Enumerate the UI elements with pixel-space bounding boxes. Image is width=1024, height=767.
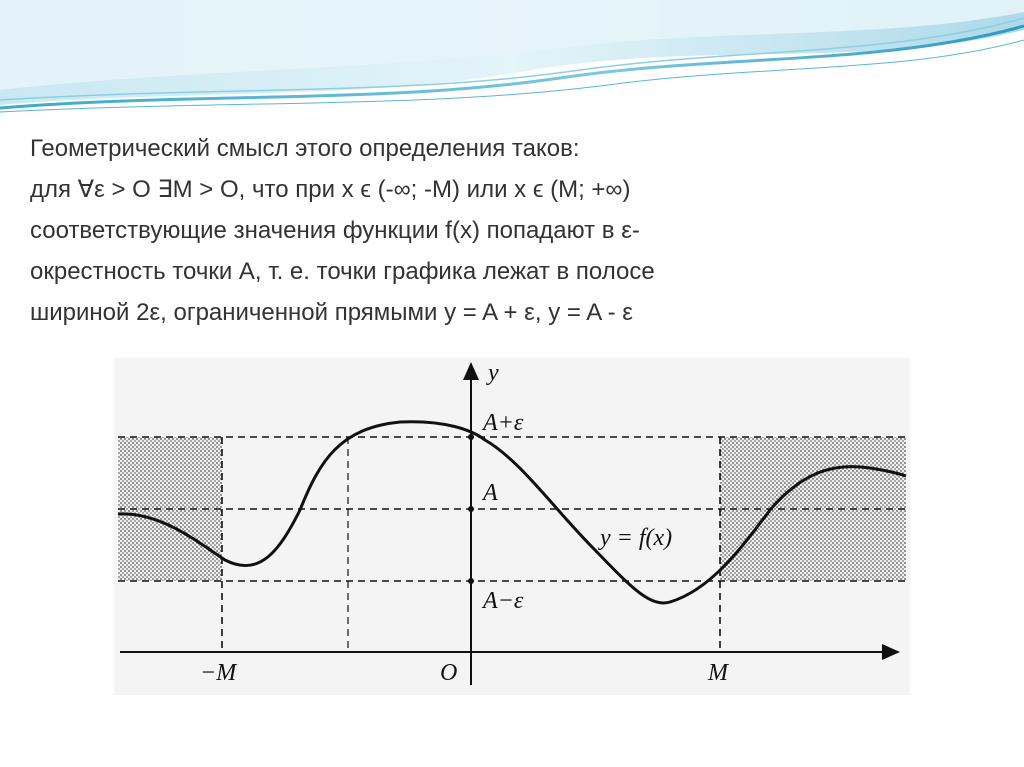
- point-a-minus-epsilon: [468, 578, 474, 584]
- y-axis-label: y: [488, 360, 499, 386]
- text-line-3: соответствующие значения функции f(x) попадают в ε-: [30, 217, 640, 244]
- pos-m-label: M: [708, 660, 728, 686]
- point-a: [468, 506, 474, 512]
- text-line-5: шириной 2ε, ограниченной прямыми y = A + ε, y = A - ε: [30, 299, 633, 326]
- text-line-2: для ∀ε > O ∃M > O, что при x ϵ (-∞; -M) или x ϵ (M; +∞): [30, 176, 631, 203]
- middle-line-label: A: [483, 480, 498, 506]
- header-wave-decoration: [0, 0, 1024, 120]
- epsilon-strip-graph: [100, 350, 912, 695]
- point-a-plus-epsilon: [468, 434, 474, 440]
- text-line-4: окрестность точки A, т. е. точки графика лежат в полосе: [30, 258, 655, 285]
- curve-label: y = f(x): [600, 525, 673, 551]
- origin-label: O: [440, 660, 458, 686]
- neg-m-label: −M: [200, 660, 237, 686]
- text-line-1: Геометрический смысл этого определения таков:: [30, 135, 580, 162]
- upper-line-label: A+ε: [483, 410, 524, 436]
- definition-text: [30, 128, 990, 333]
- lower-line-label: A−ε: [483, 588, 524, 614]
